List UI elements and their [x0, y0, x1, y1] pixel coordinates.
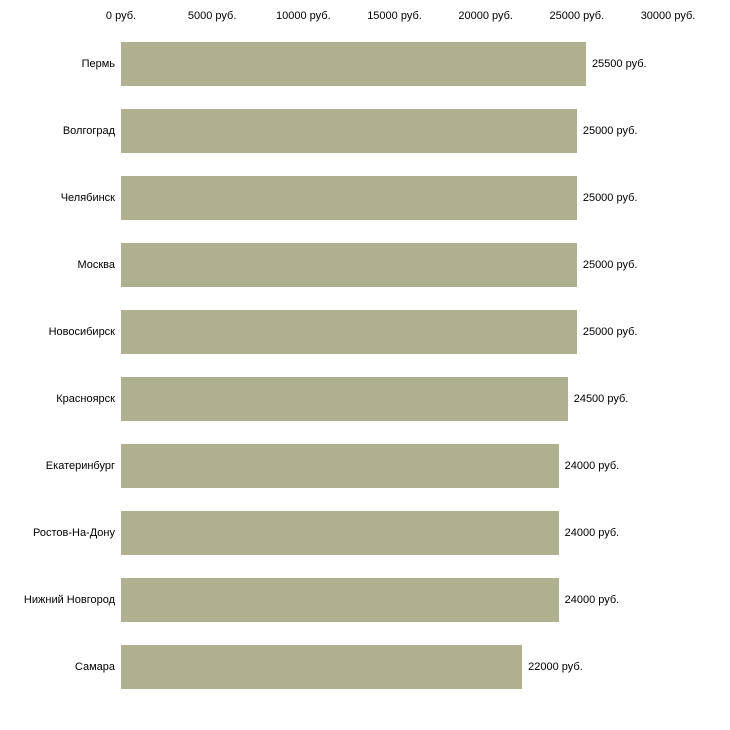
bar-value-label: 24000 руб.: [564, 526, 620, 539]
bar-value-label: 24000 руб.: [564, 459, 620, 472]
category-label: Красноярск: [56, 392, 115, 405]
bar-row: [121, 377, 668, 421]
category-label: Новосибирск: [48, 325, 115, 338]
bar-row: [121, 109, 668, 153]
bar-row: [121, 645, 668, 689]
axis-tick-label: 10000 руб.: [276, 10, 331, 22]
bar-row: [121, 243, 668, 287]
bar-value-label: 25000 руб.: [582, 258, 638, 271]
axis-tick-label: 15000 руб.: [367, 10, 422, 22]
bar[interactable]: [121, 176, 577, 220]
bar-value-label: 22000 руб.: [528, 660, 583, 673]
bar-value-label: 25000 руб.: [582, 325, 638, 338]
bar-value-label: 25000 руб.: [582, 124, 638, 137]
bar-row: [121, 578, 668, 622]
bar-row: [121, 444, 668, 488]
bar[interactable]: [121, 243, 577, 287]
axis-tick-label: 5000 руб.: [187, 10, 237, 22]
bar-row: [121, 310, 668, 354]
bar[interactable]: [121, 511, 559, 555]
category-label: Екатеринбург: [45, 459, 115, 472]
axis-tick-label: 30000 руб.: [640, 10, 696, 22]
bar[interactable]: [121, 578, 559, 622]
category-label: Ростов-На-Дону: [32, 526, 115, 539]
bar[interactable]: [121, 377, 568, 421]
axis-tick-label: 20000 руб.: [458, 10, 513, 22]
category-label: Москва: [77, 258, 115, 271]
category-label: Самара: [74, 660, 115, 673]
bar-row: [121, 42, 668, 86]
bar-value-label: 24000 руб.: [564, 593, 620, 606]
bar[interactable]: [121, 444, 559, 488]
category-label: Нижний Новгород: [23, 593, 115, 606]
bar-value-label: 25500 руб.: [591, 57, 647, 70]
bar[interactable]: [121, 42, 586, 86]
bar-value-label: 25000 руб.: [582, 191, 638, 204]
axis-tick-label: 0 руб.: [105, 10, 137, 22]
category-label: Волгоград: [62, 124, 115, 137]
category-label: Пермь: [81, 57, 115, 70]
category-axis: [0, 30, 115, 700]
bar[interactable]: [121, 109, 577, 153]
bar[interactable]: [121, 310, 577, 354]
bar[interactable]: [121, 645, 522, 689]
category-label: Челябинск: [60, 191, 115, 204]
value-axis: [0, 0, 730, 30]
axis-tick-label: 25000 руб.: [549, 10, 605, 22]
bar-row: [121, 511, 668, 555]
bar-row: [121, 176, 668, 220]
bar-value-label: 24500 руб.: [573, 392, 629, 405]
plot-area: [121, 30, 668, 700]
